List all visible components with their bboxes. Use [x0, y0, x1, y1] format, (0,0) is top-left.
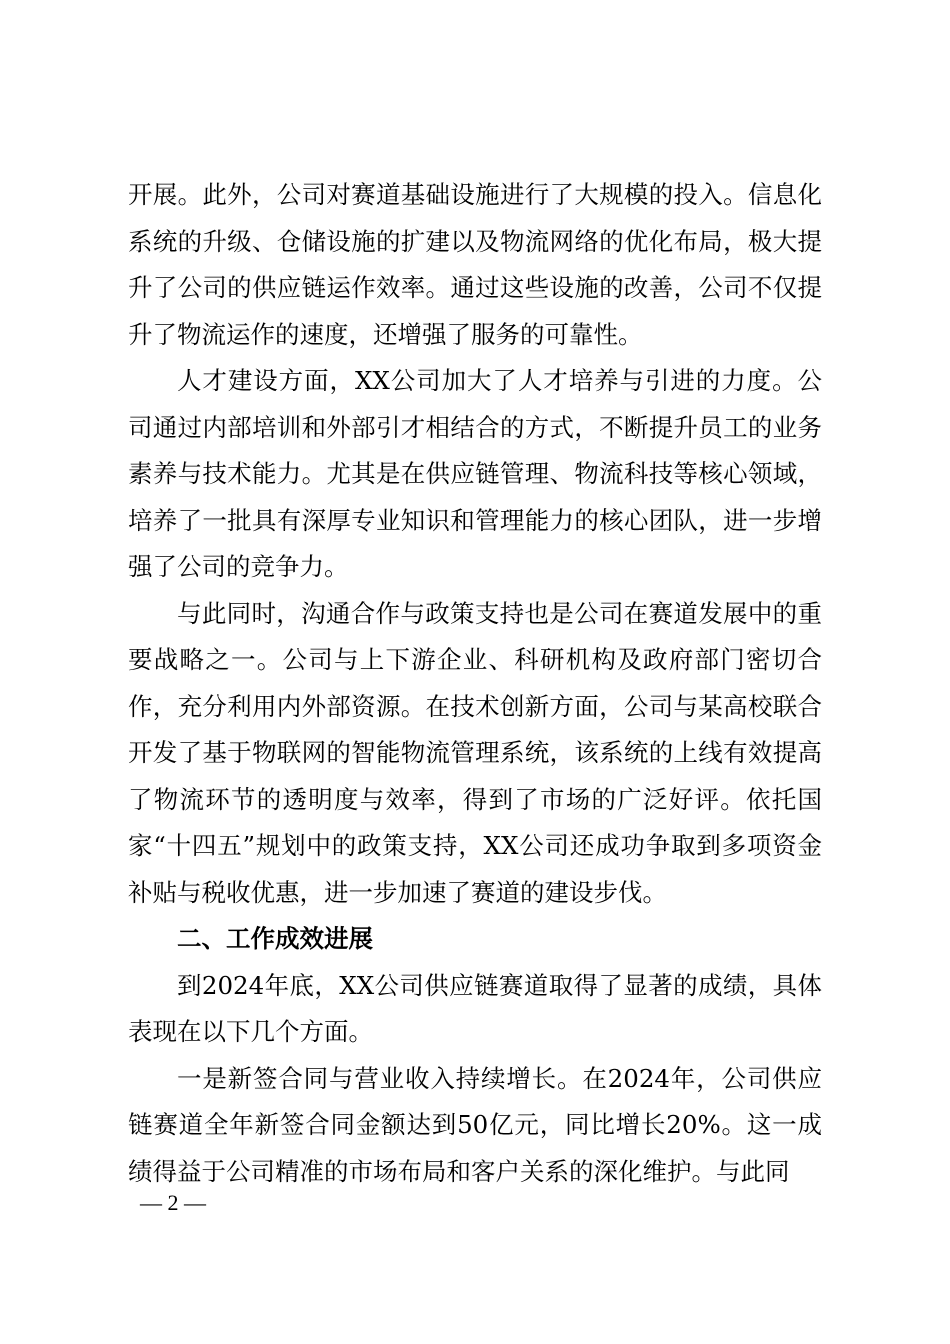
document-body — [128, 172, 822, 1195]
paragraph-cooperation: 与此同时，沟通合作与政策支持也是公司在赛道发展中的重要战略之一。公司与上下游企业、科研机构及政府部门密切合作，充分利用内外部资源。在技术创新方面，公司与某高校联合开发了基于物联网的智能物流管理系统，该系统的上线有效提高了物流环节的透明度与效率，得到了市场的广泛好评。依托国家“十四五”规划中的政策支持，XX公司还成功争取到多项资金补贴与税收优惠，进一步加速了赛道的建设步伐。 — [128, 598, 822, 907]
paragraph-continuation: 开展。此外，公司对赛道基础设施进行了大规模的投入。信息化系统的升级、仓储设施的扩建以及物流网络的优化布局，极大提升了公司的供应链运作效率。通过这些设施的改善，公司不仅提升了物流运作的速度，还增强了服务的可靠性。 — [128, 180, 822, 349]
page-number: — 2 — — [140, 1190, 206, 1215]
paragraph-results-intro: 到2024年底，XX公司供应链赛道取得了显著的成绩，具体表现在以下几个方面。 — [128, 970, 822, 1046]
section-heading: 二、工作成效进展 — [177, 924, 373, 953]
paragraph-contracts: 一是新签合同与营业收入持续增长。在2024年，公司供应链赛道全年新签合同金额达到50亿元，同比增长20%。这一成绩得益于公司精准的市场布局和客户关系的深化维护。与此同 — [128, 1063, 822, 1186]
paragraph-talent: 人才建设方面，XX公司加大了人才培养与引进的力度。公司通过内部培训和外部引才相结合的方式，不断提升员工的业务素养与技术能力。尤其是在供应链管理、物流科技等核心领域，培养了一批具有深厚专业知识和管理能力的核心团队，进一步增强了公司的竞争力。 — [128, 366, 822, 581]
